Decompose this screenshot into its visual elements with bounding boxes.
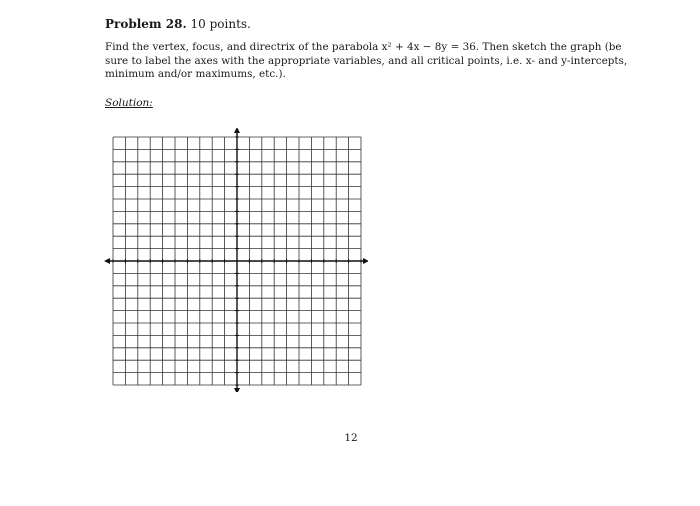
statement-line-3: minimum and/or maximums, etc.). bbox=[105, 68, 286, 80]
statement-line-2: sure to label the axes with the appropriate variables, and all critical points, i.e. x- and y-intercepts, bbox=[105, 54, 628, 67]
coordinate-grid[interactable] bbox=[104, 128, 368, 392]
arrow-down-icon bbox=[234, 388, 240, 392]
problem-statement bbox=[105, 41, 628, 82]
problem-heading bbox=[105, 17, 251, 31]
arrow-left-icon bbox=[104, 258, 110, 264]
arrow-up-icon bbox=[234, 128, 240, 133]
problem-points: 10 points. bbox=[190, 17, 251, 31]
page-number: 12 bbox=[344, 432, 358, 444]
problem-label: Problem 28. bbox=[105, 17, 187, 31]
solution-label: Solution: bbox=[105, 97, 153, 109]
arrow-right-icon bbox=[363, 258, 368, 264]
statement-line-1: Find the vertex, focus, and directrix of the parabola x² + 4x − 8y = 36. Then sketch the graph (be bbox=[105, 41, 622, 53]
graph-area[interactable] bbox=[104, 128, 368, 392]
